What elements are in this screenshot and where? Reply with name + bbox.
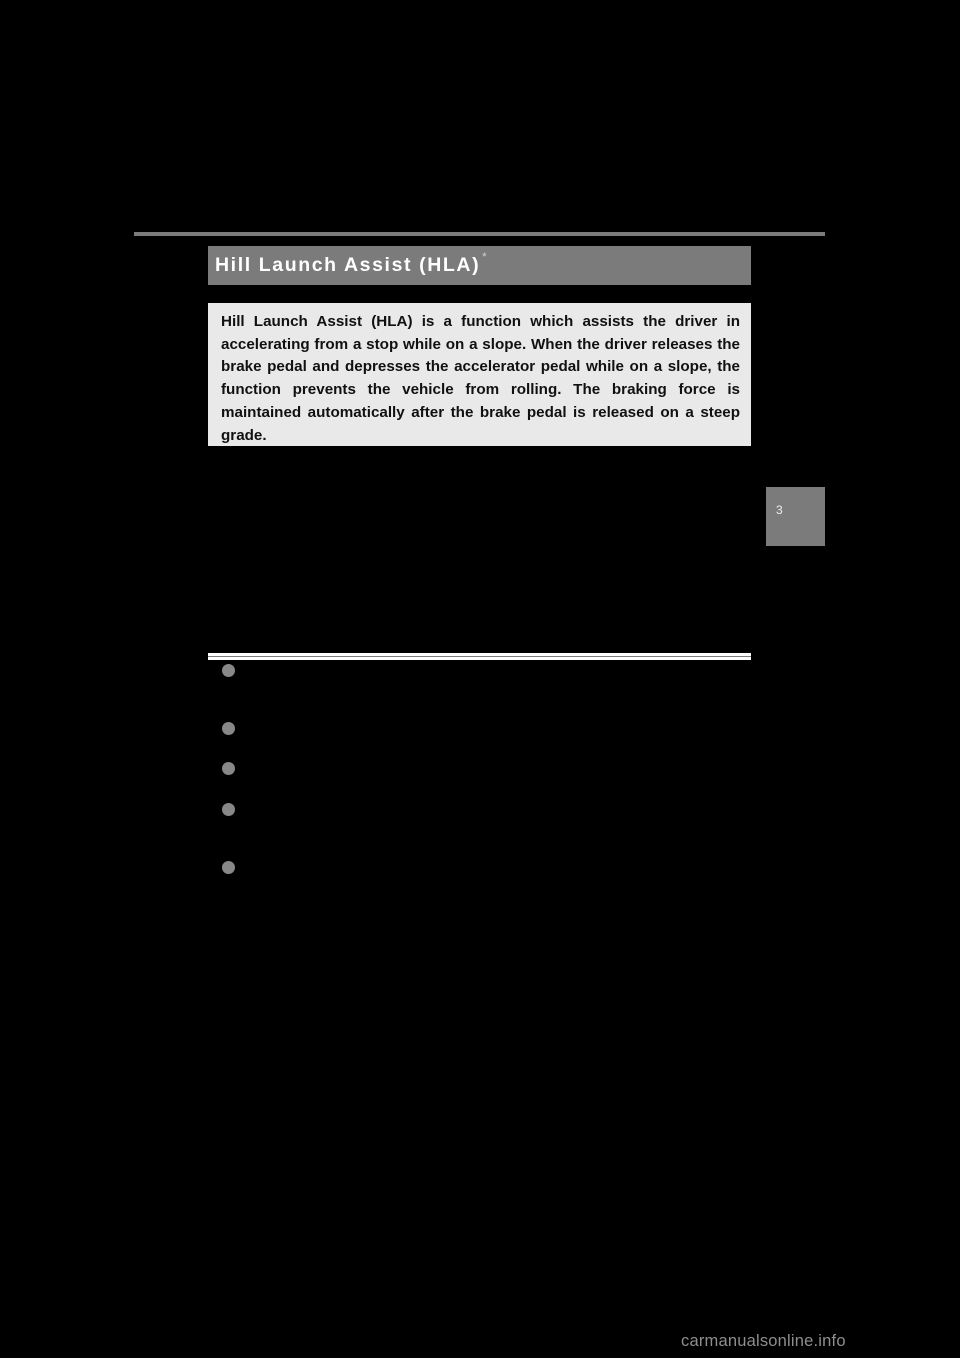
title-footnote-marker: * xyxy=(482,250,487,263)
intro-box xyxy=(208,303,751,446)
watermark: carmanualsonline.info xyxy=(681,1332,846,1350)
bullet-icon xyxy=(222,762,235,775)
intro-text: Hill Launch Assist (HLA) is a function which assists the driver in accelerating from a stop while on a slope. When the driver releases the brake pedal and depresses the accelerator pedal while on a slope, the function prevents the vehicle from rolling. The braking force is maintained automatically after the brake pedal is released on a steep grade. xyxy=(221,313,740,444)
chapter-number: 3 xyxy=(776,503,783,517)
header-rule xyxy=(134,232,825,236)
bullet-icon xyxy=(222,664,235,677)
bullet-icon xyxy=(222,722,235,735)
section-title: Hill Launch Assist (HLA) xyxy=(215,254,481,276)
chapter-tab[interactable] xyxy=(766,487,825,546)
divider-line-bottom xyxy=(208,657,751,660)
bullet-icon xyxy=(222,803,235,816)
section-divider xyxy=(208,653,751,660)
bullet-icon xyxy=(222,861,235,874)
section-title-bar xyxy=(208,246,751,285)
